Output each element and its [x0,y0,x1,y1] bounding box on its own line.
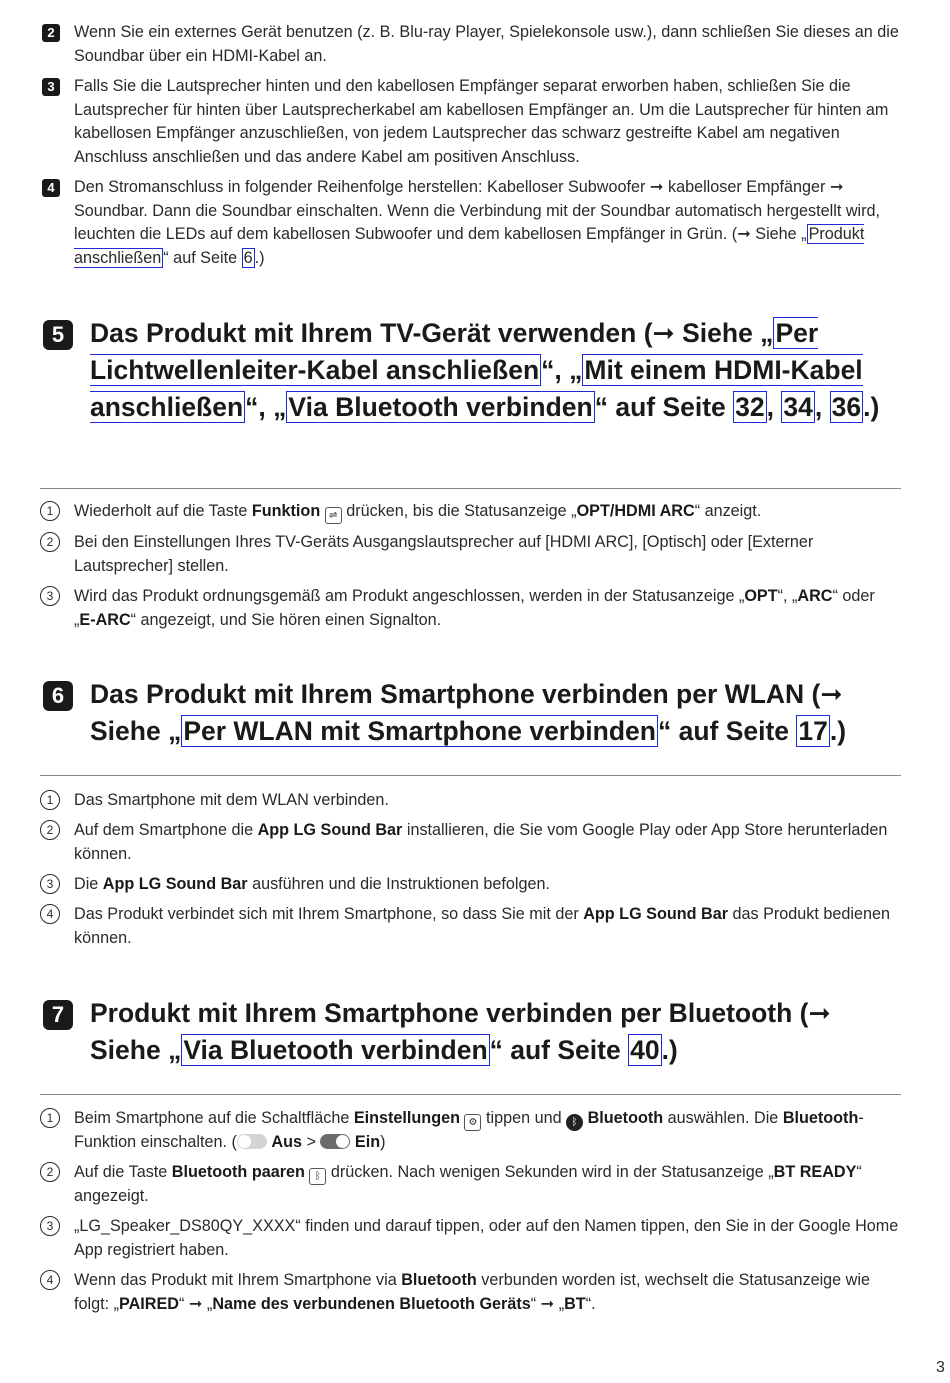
function-button-icon: ⇌ [325,507,342,524]
link-page-40[interactable]: 40 [630,1035,660,1065]
page-number: 3 [936,1359,945,1376]
step-number-circle: 3 [40,586,60,606]
divider [40,488,901,489]
section-7-step-2: 2 Auf die Taste Bluetooth paaren ᛒ drücken. Nach wenigen Sekunden wird in der Statusanzeige „BT READY“ angezeigt. [40,1161,900,1209]
arrow-right-icon: ➞ [540,1294,555,1313]
step-number-badge: 3 [42,78,60,96]
section-5-step-3: 3 Wird das Produkt ordnungsgemäß am Produkt angeschlossen, werden in der Statusanzeige „OPT“, „ARC“ oder „E-ARC“ angezeigt, und Sie hören einen Signalton. [40,585,900,632]
step-number-circle: 2 [40,820,60,840]
section-6-step-2: 2 Auf dem Smartphone die App LG Sound Bar installieren, die Sie vom Google Play oder App Store herunterladen können. [40,819,900,866]
section-title: Das Produkt mit Ihrem Smartphone verbinden per WLAN (➞ Siehe „Per WLAN mit Smartphone verbinden“ auf Seite 17.) [90,679,847,746]
section-number-badge: 7 [43,1000,73,1030]
link-page-17[interactable]: 17 [798,716,828,746]
arrow-right-icon: ➞ [649,178,664,196]
step-number-circle: 4 [40,1270,60,1290]
section-6-step-4: 4 Das Produkt verbindet sich mit Ihrem Smartphone, so dass Sie mit der App LG Sound Bar das Produkt bedienen können. [40,903,900,950]
step-number-circle: 3 [40,874,60,894]
section-title: Produkt mit Ihrem Smartphone verbinden per Bluetooth (➞ Siehe „Via Bluetooth verbinden“ auf Seite 40.) [90,998,831,1065]
section-number-badge: 5 [43,320,73,350]
section-number-badge: 6 [43,681,73,711]
link-bluetooth[interactable]: Via Bluetooth verbinden [288,392,593,422]
step-text: Den Stromanschluss in folgender Reihenfolge herstellen: Kabelloser Subwoofer ➞ kabelloser Empfänger ➞ Soundbar. Dann die Soundbar einschalten. Wenn die Verbindung mit der Soundbar automatisch hergestellt wird, leuchten die LEDs auf dem kabellosen Subwoofer und dem kabellosen Empfänger in Grün. (➞ Siehe „ Produkt anschließen “ auf Seite 6 .) [74,178,880,267]
step-number-badge: 4 [42,179,60,197]
settings-gear-icon: ⚙ [464,1114,481,1131]
section-7-step-3: 3 „LG_Speaker_DS80QY_XXXX“ finden und darauf tippen, oder auf den Namen tippen, den Sie in der Google Home App registriert haben. [40,1215,900,1262]
intro-step-2 [40,21,900,68]
section-title: Das Produkt mit Ihrem TV-Gerät verwenden (➞ Siehe „Per Lichtwellenleiter-Kabel anschließen“, „Mit einem HDMI-Kabel anschließen“, „Via Bluetooth verbinden“ auf Seite 32, 34, 36.) [90,318,880,422]
step-number-circle: 4 [40,904,60,924]
toggle-off-icon [237,1134,267,1149]
section-6-heading [40,676,900,750]
section-5-step-2: 2 Bei den Einstellungen Ihres TV-Geräts Ausgangslautsprecher auf [HDMI ARC], [Optisch] oder [Externer Lautsprecher] stellen. [40,531,900,578]
section-7-heading [40,995,900,1069]
toggle-on-icon [320,1134,350,1149]
arrow-right-icon: ➞ [737,225,751,243]
intro-step-4 [40,176,900,270]
link-lichtwellenleiter[interactable]: Per Lichtwellenleiter-Kabel anschließen [90,318,819,385]
link-page-32[interactable]: 32 [735,392,765,422]
link-wlan-smartphone[interactable]: Per WLAN mit Smartphone verbinden [183,716,656,746]
section-5-heading [40,315,900,426]
step-number-badge: 2 [42,24,60,42]
link-hdmi-kabel[interactable]: Mit einem HDMI-Kabel anschließen [90,355,863,422]
step-number-circle: 2 [40,1162,60,1182]
section-5-step-1: 1 Wiederholt auf die Taste Funktion ⇌ drücken, bis die Statusanzeige „OPT/HDMI ARC“ anzeigt. [40,500,900,524]
link-page-36[interactable]: 36 [831,392,862,422]
step-text: Falls Sie die Lautsprecher hinten und den kabellosen Empfänger separat erworben haben, schließen Sie die Lautsprecher für hinten über Lautsprecherkabel am kabellosen Empfänger an. Um die Lautsprecher für hinten am kabellosen Empfänger anzuschließen, von jedem Lautsprecher das schwarz gestreifte Kabel am negativen Anschluss anschließen und das andere Kabel am positiven Anschluss. [74,77,889,166]
arrow-right-icon: ➞ [820,679,843,709]
arrow-right-icon: ➞ [829,178,844,196]
section-7-step-4: 4 Wenn das Produkt mit Ihrem Smartphone via Bluetooth verbunden worden ist, wechselt die Statusanzeige wie folgt: „PAIRED“ ➞ „Name des verbundenen Bluetooth Geräts“ ➞ „BT“. [40,1269,900,1316]
step-number-circle: 1 [40,501,60,521]
link-via-bluetooth[interactable]: Via Bluetooth verbinden [183,1035,488,1065]
step-text: Wenn Sie ein externes Gerät benutzen (z. B. Blu-ray Player, Spielekonsole usw.), dann schließen Sie dieses an die Soundbar über ein HDMI-Kabel an. [74,23,899,65]
divider [40,775,901,776]
section-6-step-1: 1 Das Smartphone mit dem WLAN verbinden. [40,789,900,813]
section-6-step-3: 3 Die App LG Sound Bar ausführen und die Instruktionen befolgen. [40,873,900,897]
arrow-right-icon: ➞ [808,998,831,1028]
section-7-step-1: 1 Beim Smartphone auf die Schaltfläche Einstellungen ⚙ tippen und ᛒ Bluetooth auswählen. Die Bluetooth-Funktion einschalten. ( Aus > Ein) [40,1107,900,1155]
link-page-6[interactable]: 6 [243,248,253,267]
step-number-circle: 1 [40,1108,60,1128]
step-number-circle: 2 [40,532,60,552]
step-number-circle: 3 [40,1216,60,1236]
bluetooth-icon: ᛒ [566,1114,583,1131]
divider [40,1094,901,1095]
arrow-right-icon: ➞ [188,1294,203,1313]
bluetooth-pair-button-icon: ᛒ [309,1168,326,1185]
arrow-right-icon: ➞ [652,318,675,348]
link-produkt-anschliessen[interactable]: Produkt anschließen [74,225,865,267]
link-page-34[interactable]: 34 [783,392,813,422]
intro-step-3 [40,75,900,169]
step-number-circle: 1 [40,790,60,810]
